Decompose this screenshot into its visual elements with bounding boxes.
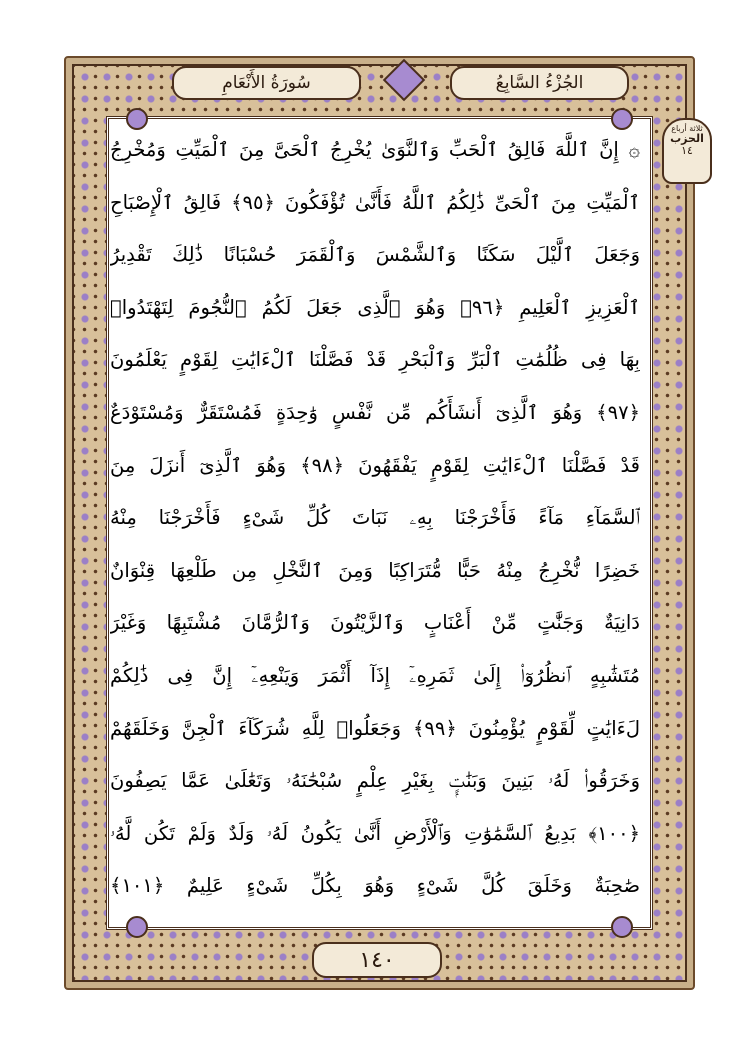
corner-ornament bbox=[126, 916, 148, 938]
text-line: مُتَشَٰبِهٍ ٱنظُرُوٓا۟ إِلَىٰ ثَمَرِهِۦٓ إِذَآ أَثْمَرَ وَيَنْعِهِۦٓ إِنَّ فِى ذَٰلِكُمْ bbox=[110, 663, 640, 687]
text-line: ٱلْعَزِيزِ ٱلْعَلِيمِ ﴿٩٦﴾ وَهُوَ ٱلَّذِى جَعَلَ لَكُمُ ٱلنُّجُومَ لِتَهْتَدُوا۟ bbox=[110, 295, 640, 319]
hizb-number: ١٤ bbox=[681, 143, 693, 157]
page-number: ١٤٠ bbox=[312, 942, 442, 978]
text-line: ﴿١٠٠﴾ بَدِيعُ ٱلسَّمَٰوَٰتِ وَٱلْأَرْضِ أَنَّىٰ يَكُونُ لَهُۥ وَلَدٌ وَلَمْ تَكُن لَّهُۥ bbox=[110, 821, 640, 845]
text-line: وَجَعَلَ ٱلَّيْلَ سَكَنًا وَٱلشَّمْسَ وَٱلْقَمَرَ حُسْبَانًا ذَٰلِكَ تَقْدِيرُ bbox=[110, 243, 640, 267]
text-line: لَءَايَٰتٍ لِّقَوْمٍ يُؤْمِنُونَ ﴿٩٩﴾ وَجَعَلُوا۟ لِلَّهِ شُرَكَآءَ ٱلْجِنَّ وَخَلَقَهُمْ bbox=[110, 716, 640, 740]
text-line: ۞ إِنَّ ٱللَّهَ فَالِقُ ٱلْحَبِّ وَٱلنَّوَىٰ يُخْرِجُ ٱلْحَىَّ مِنَ ٱلْمَيِّتِ وَمُخْرِجُ bbox=[110, 138, 640, 161]
surah-header: سُورَةُ الأَنْعَامِ bbox=[172, 66, 361, 100]
medallion-ornament bbox=[383, 59, 425, 101]
text-line: قَدْ فَصَّلْنَا ٱلْءَايَٰتِ لِقَوْمٍ يَفْقَهُونَ ﴿٩٨﴾ وَهُوَ ٱلَّذِىٓ أَنزَلَ مِنَ bbox=[110, 453, 640, 477]
text-line: خَضِرًا نُّخْرِجُ مِنْهُ حَبًّا مُّتَرَاكِبًا وَمِنَ ٱلنَّخْلِ مِن طَلْعِهَا قِنْوَانٌ bbox=[110, 558, 640, 582]
hizb-marker bbox=[662, 118, 712, 184]
text-line: ﴿٩٧﴾ وَهُوَ ٱلَّذِىٓ أَنشَأَكُم مِّن نَّفْسٍ وَٰحِدَةٍ فَمُسْتَقَرٌّ وَمُسْتَوْدَعٌ bbox=[110, 400, 640, 424]
text-line: صَٰحِبَةٌ وَخَلَقَ كُلَّ شَىْءٍ وَهُوَ بِكُلِّ شَىْءٍ عَلِيمٌ ﴿١٠١﴾ bbox=[110, 874, 640, 898]
header-medallion bbox=[362, 62, 446, 98]
hizb-quarter-label: ثلاثة أرباع bbox=[671, 124, 703, 133]
hizb-label: الحزب bbox=[670, 132, 704, 146]
juz-header: الجُزْءُ السَّابِعُ bbox=[450, 66, 629, 100]
text-line: ٱلْمَيِّتِ مِنَ ٱلْحَىِّ ذَٰلِكُمُ ٱللَّهُ فَأَنَّىٰ تُؤْفَكُونَ ﴿٩٥﴾ فَالِقُ ٱلْإِصْبَاحِ bbox=[110, 190, 640, 214]
text-line: ٱلسَّمَآءِ مَآءً فَأَخْرَجْنَا بِهِۦ نَبَاتَ كُلِّ شَىْءٍ فَأَخْرَجْنَا مِنْهُ bbox=[110, 506, 640, 530]
text-line: دَانِيَةٌ وَجَنَّٰتٍ مِّنْ أَعْنَابٍ وَٱلزَّيْتُونَ وَٱلرُّمَّانَ مُشْتَبِهًا وَغَيْرَ bbox=[110, 611, 640, 635]
corner-ornament bbox=[611, 916, 633, 938]
text-line: وَخَرَقُوا۟ لَهُۥ بَنِينَ وَبَنَٰتٍۭ بِغَيْرِ عِلْمٍ سُبْحَٰنَهُۥ وَتَعَٰلَىٰ عَمَّا يَصِفُونَ bbox=[110, 769, 640, 793]
quran-text bbox=[110, 124, 640, 913]
text-line: بِهَا فِى ظُلُمَٰتِ ٱلْبَرِّ وَٱلْبَحْرِ قَدْ فَصَّلْنَا ٱلْءَايَٰتِ لِقَوْمٍ يَعْلَمُونَ bbox=[110, 348, 640, 372]
